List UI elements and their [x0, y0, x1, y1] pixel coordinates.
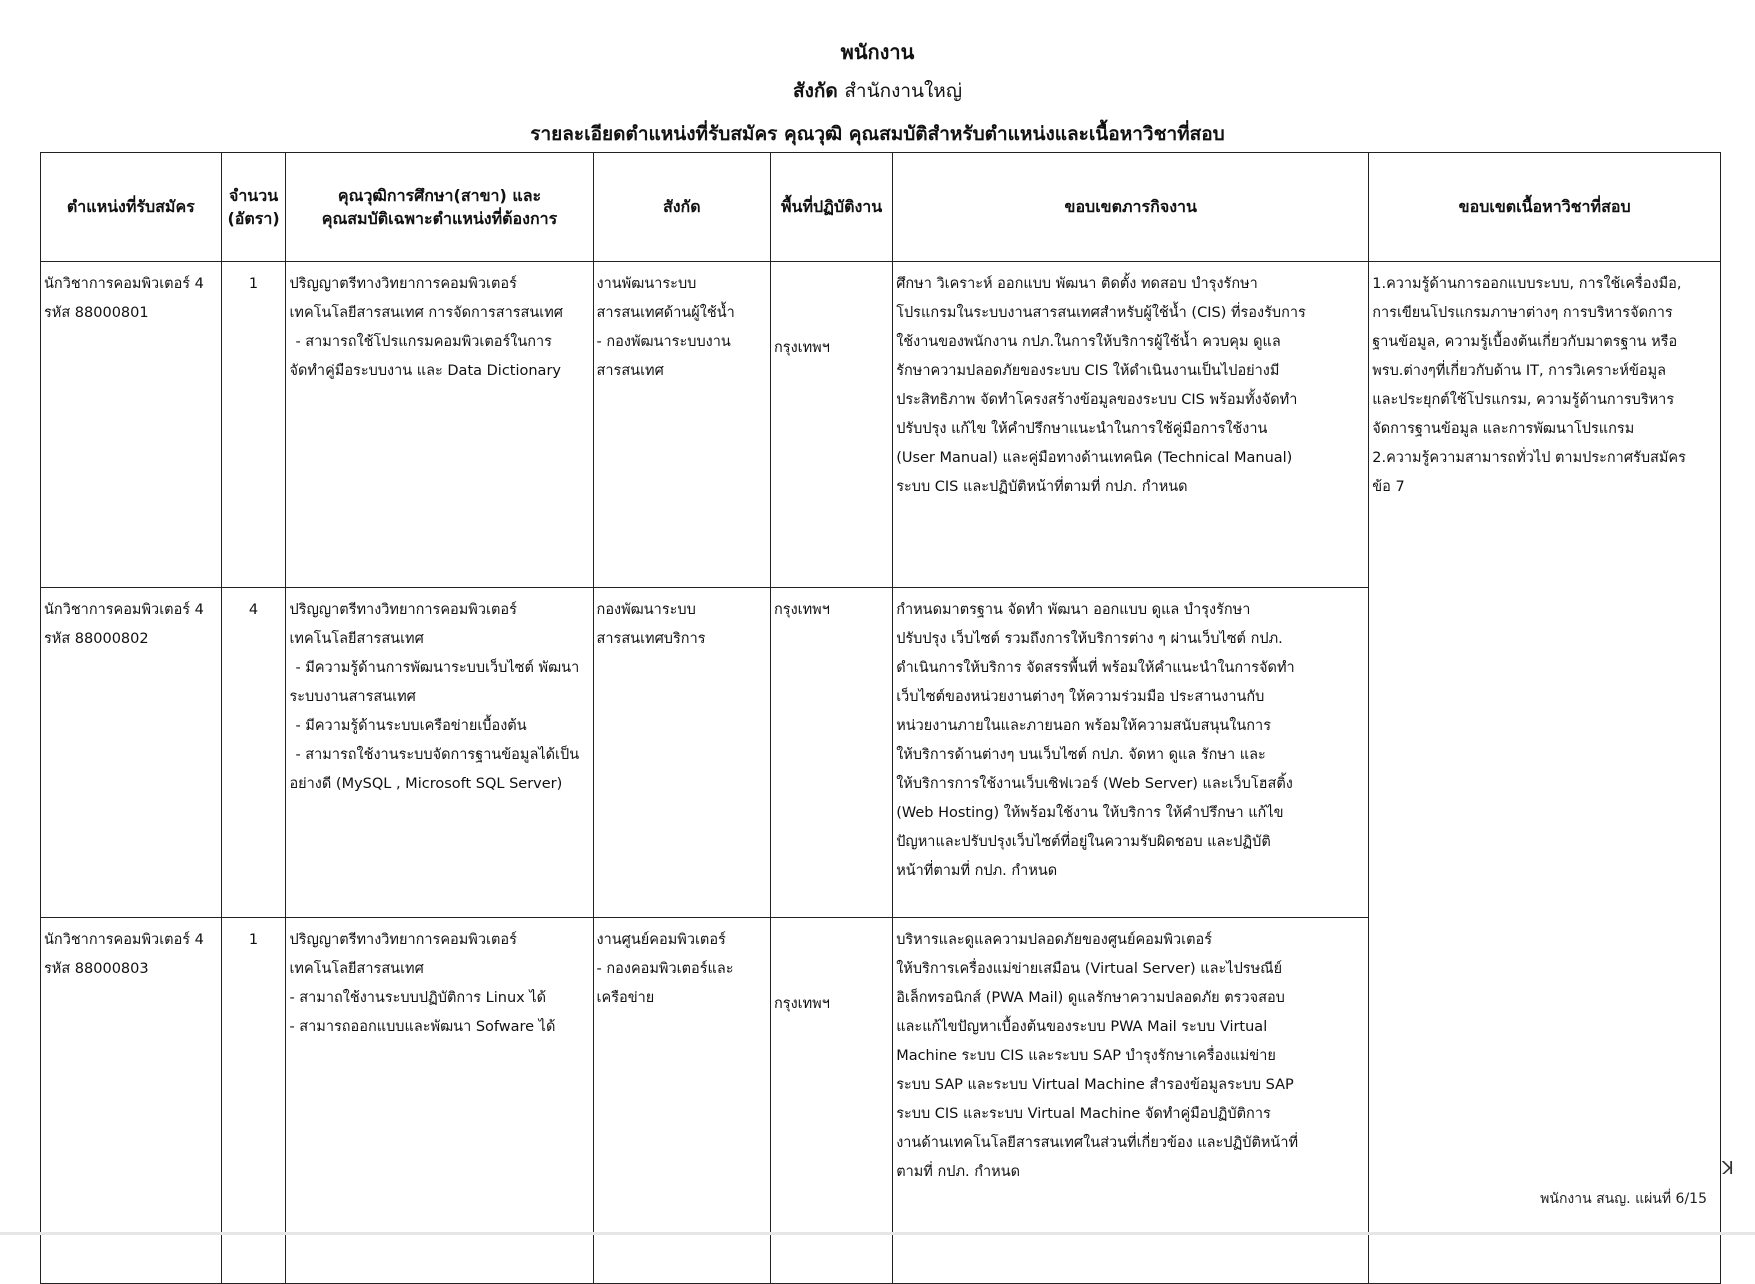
qualification-line: - มีความรู้ด้านระบบเครือข่ายเบื้องต้น: [295, 718, 527, 734]
affiliation-line: - กองคอมพิวเตอร์และ: [596, 961, 734, 977]
qualification-line: อย่างดี (MySQL , Microsoft SQL Server): [289, 776, 563, 792]
col-header-qual-line2: คุณสมบัติเฉพาะตำแหน่งที่ต้องการ: [321, 209, 558, 228]
exam-line: การเขียนโปรแกรมภาษาต่างๆ การบริหารจัดการ: [1372, 305, 1673, 321]
page-title: พนักงาน: [840, 40, 915, 64]
exam-line: ฐานข้อมูล, ความรู้เบื้องต้นเกี่ยวกับมาตรฐาน หรือ: [1372, 334, 1678, 350]
page-subtitle: รายละเอียดตำแหน่งที่รับสมัคร คุณวุฒิ คุณสมบัติสำหรับตำแหน่งและเนื้อหาวิชาที่สอบ: [530, 123, 1225, 145]
duties-cell: [893, 588, 1369, 918]
page-number: พนักงาน สนญ. แผ่นที่ 6/15: [1540, 1191, 1707, 1207]
qualification-line: - สามารถใช้โปรแกรมคอมพิวเตอร์ในการ: [295, 334, 552, 350]
affiliation-line: สารสนเทศด้านผู้ใช้น้ำ: [596, 305, 735, 321]
affiliation-label: สังกัด: [792, 80, 838, 102]
duty-line: (Web Hosting) ให้พร้อมใช้งาน ให้บริการ ให้คำปรึกษา แก้ไข: [896, 805, 1284, 821]
affiliation-line: กองพัฒนาระบบ: [596, 602, 696, 618]
area-cell: กรุงเทพฯ: [771, 588, 893, 918]
positions-table: [40, 152, 1721, 1284]
qualification-line: เทคโนโลยีสารสนเทศ: [289, 961, 424, 977]
qualification-line: - สามาถใช้งานระบบปฏิบัติการ Linux ได้: [289, 990, 547, 1006]
duty-line: ปรับปรุง เว็บไซต์ รวมถึงการให้บริการต่าง ๆ ผ่านเว็บไซต์ กปภ.: [896, 631, 1283, 647]
col-header-count-line1: จำนวน: [228, 185, 279, 205]
col-header-count: [221, 153, 286, 262]
affiliation-cell: [593, 262, 770, 588]
duty-line: รักษาความปลอดภัยของระบบ CIS ให้ดำเนินงานเป็นไปอย่างมี: [896, 363, 1280, 379]
qualification-line: ปริญญาตรีทางวิทยาการคอมพิวเตอร์: [289, 602, 517, 618]
position-code: รหัส 88000803: [44, 961, 149, 977]
scan-edge-divider: [0, 1232, 1755, 1235]
position-code: รหัส 88000801: [44, 305, 149, 321]
duty-line: ดำเนินการให้บริการ จัดสรรพื้นที่ พร้อมให้คำแนะนำในการจัดทำ: [896, 660, 1295, 676]
col-header-count-line2: (อัตรา): [227, 209, 280, 228]
duties-cell: [893, 262, 1369, 588]
duty-line: ระบบ CIS และปฏิบัติหน้าที่ตามที่ กปภ. กำหนด: [896, 479, 1188, 495]
qualification-line: เทคโนโลยีสารสนเทศ: [289, 631, 424, 647]
qualifications-cell: [286, 262, 593, 588]
duty-line: ให้บริการการใช้งานเว็บเซิฟเวอร์ (Web Server) และเว็บโฮสติ้ง: [896, 776, 1293, 792]
duty-line: ตามที่ กปภ. กำหนด: [896, 1164, 1021, 1180]
exam-line: จัดการฐานข้อมูล และการพัฒนาโปรแกรม: [1372, 421, 1635, 437]
duty-line: (User Manual) และคู่มือทางด้านเทคนิค (Technical Manual): [896, 450, 1293, 466]
duty-line: กำหนดมาตรฐาน จัดทำ พัฒนา ออกแบบ ดูแล บำรุงรักษา: [896, 602, 1251, 618]
qualification-line: จัดทำคู่มือระบบงาน และ Data Dictionary: [289, 363, 561, 379]
duty-line: โปรแกรมในระบบงานสารสนเทศสำหรับผู้ใช้น้ำ (CIS) ที่รองรับการ: [896, 305, 1306, 321]
duty-line: เว็บไซต์ของหน่วยงานต่างๆ ให้ความร่วมมือ ประสานงานกับ: [896, 689, 1265, 705]
duty-line: หน่วยงานภายในและภายนอก พร้อมให้ความสนับสนุนในการ: [896, 718, 1271, 734]
exam-scope-cell: [1369, 262, 1721, 1284]
duty-line: ปรับปรุง แก้ไข ให้คำปรึกษาแนะนำในการใช้คู่มือการใช้งาน: [896, 421, 1268, 437]
affiliation-line: สารสนเทศ: [596, 363, 664, 379]
exam-line: 2.ความรู้ความสามารถทั่วไป ตามประกาศรับสมัคร: [1372, 450, 1686, 466]
duty-line: ใช้งานของพนักงาน กปภ.ในการให้บริการผู้ใช้น้ำ ควบคุม ดูแล: [896, 334, 1281, 350]
affiliation-value: สำนักงานใหญ่: [844, 80, 963, 102]
qualification-line: - สามารถออกแบบและพัฒนา Sofware ได้: [289, 1019, 556, 1035]
duties-cell: [893, 918, 1369, 1284]
position-title: นักวิชาการคอมพิวเตอร์ 4: [44, 276, 204, 292]
duty-line: Machine ระบบ CIS และระบบ SAP บำรุงรักษาเครื่องแม่ข่าย: [896, 1048, 1276, 1064]
duty-line: ระบบ CIS และระบบ Virtual Machine จัดทำคู่มือปฏิบัติการ: [896, 1106, 1271, 1122]
affiliation-line: สารสนเทศบริการ: [596, 631, 706, 647]
affiliation-line: เครือข่าย: [596, 990, 655, 1006]
exam-line: พรบ.ต่างๆที่เกี่ยวกับด้าน IT, การวิเคราะห์ข้อมูล: [1372, 363, 1667, 379]
duty-line: หน้าที่ตามที่ กปภ. กำหนด: [896, 863, 1058, 879]
position-code: รหัส 88000802: [44, 631, 149, 647]
area-cell: กรุงเทพฯ: [771, 262, 893, 588]
affiliation-heading: [0, 76, 1755, 106]
qualification-line: - สามารถใช้งานระบบจัดการฐานข้อมูลได้เป็น: [295, 747, 580, 763]
position-cell: [41, 588, 222, 918]
position-cell: [41, 262, 222, 588]
col-header-area: พื้นที่ปฏิบัติงาน: [771, 153, 893, 262]
affiliation-line: งานศูนย์คอมพิวเตอร์: [596, 932, 726, 948]
position-cell: [41, 918, 222, 1284]
count-cell: 4: [221, 588, 286, 918]
qualification-line: ปริญญาตรีทางวิทยาการคอมพิวเตอร์: [289, 932, 517, 948]
duty-line: ประสิทธิภาพ จัดทำโครงสร้างข้อมูลของระบบ CIS พร้อมทั้งจัดทำ: [896, 392, 1298, 408]
qualifications-cell: [286, 918, 593, 1284]
affiliation-line: - กองพัฒนาระบบงาน: [596, 334, 731, 350]
duty-line: งานด้านเทคโนโลยีสารสนเทศในส่วนที่เกี่ยวข้อง และปฏิบัติหน้าที่: [896, 1135, 1299, 1151]
col-header-duties: ขอบเขตภารกิจงาน: [893, 153, 1369, 262]
affiliation-cell: [593, 588, 770, 918]
duty-line: อิเล็กทรอนิกส์ (PWA Mail) ดูแลรักษาความปลอดภัย ตรวจสอบ: [896, 990, 1285, 1006]
duty-line: ศึกษา วิเคราะห์ ออกแบบ พัฒนา ติดตั้ง ทดสอบ บำรุงรักษา: [896, 276, 1258, 292]
col-header-position: ตำแหน่งที่รับสมัคร: [41, 153, 222, 262]
col-header-qualifications: [286, 153, 593, 262]
qualification-line: - มีความรู้ด้านการพัฒนาระบบเว็บไซต์ พัฒนา: [295, 660, 580, 676]
qualification-line: เทคโนโลยีสารสนเทศ การจัดการสารสนเทศ: [289, 305, 563, 321]
col-header-affiliation: สังกัด: [593, 153, 770, 262]
qualification-line: ปริญญาตรีทางวิทยาการคอมพิวเตอร์: [289, 276, 517, 292]
duty-line: ระบบ SAP และระบบ Virtual Machine สำรองข้อมูลระบบ SAP: [896, 1077, 1294, 1093]
exam-line: 1.ความรู้ด้านการออกแบบระบบ, การใช้เครื่องมือ,: [1372, 276, 1682, 292]
duty-line: บริหารและดูแลความปลอดภัยของศูนย์คอมพิวเตอร์: [896, 932, 1212, 948]
duty-line: และแก้ไขปัญหาเบื้องต้นของระบบ PWA Mail ระบบ Virtual: [896, 1019, 1268, 1035]
duty-line: ให้บริการเครื่องแม่ข่ายเสมือน (Virtual Server) และไปรษณีย์: [896, 961, 1283, 977]
duty-line: ปัญหาและปรับปรุงเว็บไซต์ที่อยู่ในความรับผิดชอบ และปฏิบัติ: [896, 834, 1271, 850]
affiliation-line: งานพัฒนาระบบ: [596, 276, 697, 292]
position-title: นักวิชาการคอมพิวเตอร์ 4: [44, 932, 204, 948]
table-header-row: [41, 153, 1721, 262]
qualification-line: ระบบงานสารสนเทศ: [289, 689, 416, 705]
exam-line: ข้อ 7: [1372, 479, 1405, 495]
col-header-exam: ขอบเขตเนื้อหาวิชาที่สอบ: [1369, 153, 1721, 262]
position-title: นักวิชาการคอมพิวเตอร์ 4: [44, 602, 204, 618]
count-cell: 1: [221, 918, 286, 1284]
exam-line: และประยุกต์ใช้โปรแกรม, ความรู้ด้านการบริหาร: [1372, 392, 1675, 408]
affiliation-cell: [593, 918, 770, 1284]
area-cell: กรุงเทพฯ: [771, 918, 893, 1284]
signature-mark: ꓘ: [1722, 1158, 1734, 1179]
col-header-qual-line1: คุณวุฒิการศึกษา(สาขา) และ: [337, 185, 542, 205]
qualifications-cell: [286, 588, 593, 918]
count-cell: 1: [221, 262, 286, 588]
duty-line: ให้บริการด้านต่างๆ บนเว็บไซต์ กปภ. จัดหา ดูแล รักษา และ: [896, 747, 1266, 763]
table-row: [41, 262, 1721, 588]
